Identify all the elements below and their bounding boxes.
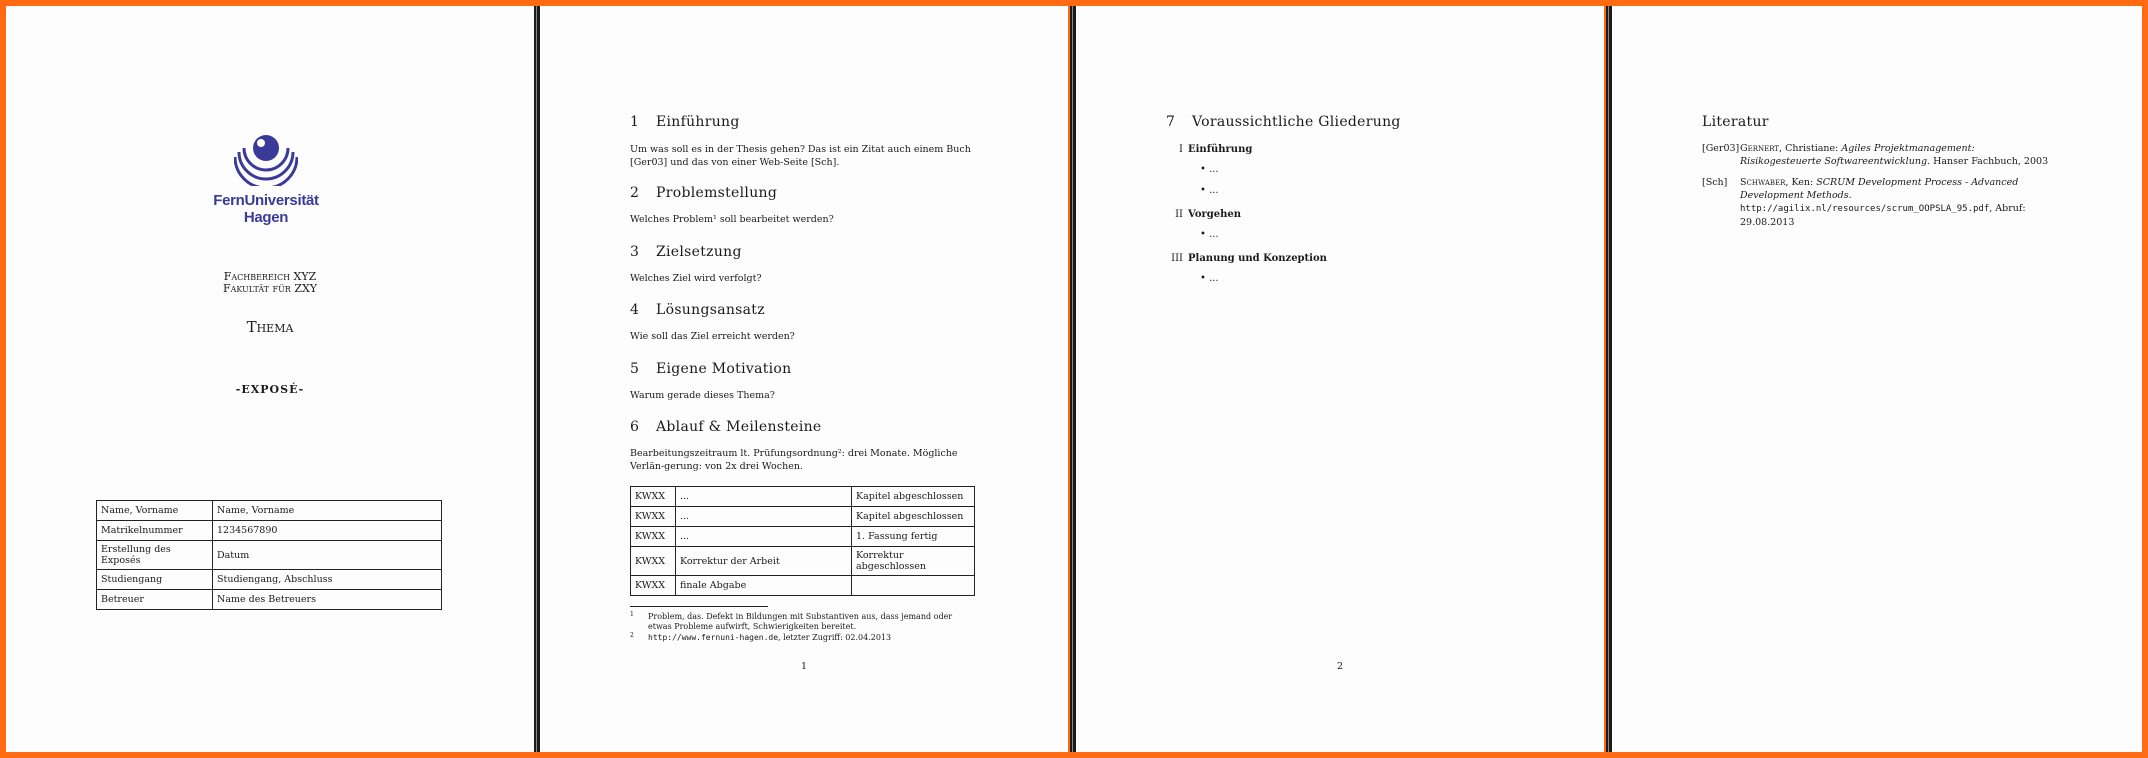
bib-entry: [Sch] Schwaber, Ken: SCRUM Development Process - Advanced Development Methods. http://agilix.nl/resources/scrum_OOPSLA_95.pdf, Abruf: 29.08.2013 xyxy=(1702,177,2026,228)
schedule-cell: KWXX xyxy=(631,507,676,527)
title-page xyxy=(6,6,534,752)
info-row xyxy=(97,541,442,570)
info-value: 1234567890 xyxy=(213,521,442,541)
info-row xyxy=(97,521,442,541)
bib-url[interactable]: http://agilix.nl/resources/scrum_OOPSLA_95.pdf xyxy=(1740,204,1990,214)
bib-entry: [Ger03] Gernert, Christiane: Agiles Projektmanagement: Risikogesteuerte Softwareentwicklung. Hanser Fachbuch, 2003 xyxy=(1702,143,2049,167)
faculty: Fakultät für ZXY xyxy=(222,282,318,295)
schedule-cell: KWXX xyxy=(631,576,676,596)
topic-title: Thema xyxy=(246,318,294,336)
section-text: Welches Ziel wird verfolgt? xyxy=(630,273,762,284)
footnote-1: 1 Problem, das. Defekt in Bildungen mit Substantiven aus, dass jemand oder etwas Probleme aufwirft, Schwierigkeiten bereitet. xyxy=(630,611,953,631)
info-row xyxy=(97,590,442,610)
info-label: Studiengang xyxy=(97,570,213,590)
schedule-cell: Korrektur abgeschlossen xyxy=(852,547,975,576)
section-text: Um was soll es in der Thesis gehen? Das ist ein Zitat auch einem Buch [Ger03] und das von einer Web-Seite [Sch]. xyxy=(630,144,971,168)
fernuni-logo-icon xyxy=(234,128,298,186)
info-value: Name, Vorname xyxy=(213,501,442,521)
outline-bullet: • ... xyxy=(1200,229,1219,240)
section-text: Welches Problem¹ soll bearbeitet werden? xyxy=(630,214,834,225)
schedule-row xyxy=(631,576,975,596)
outline-part: II Vorgehen xyxy=(1175,209,1242,220)
section-text: Bearbeitungszeitraum lt. Prüfungsordnung²: drei Monate. Mögliche Verlän-gerung: von 2x drei Wochen. xyxy=(630,448,958,472)
bullet-icon: • xyxy=(1200,164,1210,175)
student-info-table xyxy=(96,500,442,610)
section-heading: 1 Einführung xyxy=(630,114,740,130)
footnote-rule xyxy=(630,606,768,607)
content-page-2 xyxy=(1076,6,1604,752)
bibliography-page xyxy=(1612,6,2142,752)
section-heading: 4 Lösungsansatz xyxy=(630,302,765,318)
page-number: 2 xyxy=(1336,661,1344,672)
info-row xyxy=(97,501,442,521)
section-heading: 2 Problemstellung xyxy=(630,185,778,201)
section-heading: 7 Voraussichtliche Gliederung xyxy=(1166,114,1401,130)
schedule-cell xyxy=(852,576,975,596)
section-heading: 5 Eigene Motivation xyxy=(630,361,792,377)
section-heading: 3 Zielsetzung xyxy=(630,244,742,260)
outline-bullet: • ... xyxy=(1200,185,1219,196)
info-row xyxy=(97,570,442,590)
schedule-cell: ... xyxy=(676,487,852,507)
section-heading: 6 Ablauf & Meilensteine xyxy=(630,419,822,435)
info-label: Erstellung des Exposés xyxy=(97,541,213,570)
info-value: Name des Betreuers xyxy=(213,590,442,610)
info-value: Datum xyxy=(213,541,442,570)
schedule-row xyxy=(631,547,975,576)
footnote-url[interactable]: http://www.fernuni-hagen.de xyxy=(648,633,779,642)
schedule-row xyxy=(631,527,975,547)
info-label: Betreuer xyxy=(97,590,213,610)
schedule-cell: KWXX xyxy=(631,527,676,547)
schedule-row xyxy=(631,487,975,507)
university-logo xyxy=(196,128,336,226)
outline-bullet: • ... xyxy=(1200,164,1219,175)
schedule-cell: KWXX xyxy=(631,487,676,507)
schedule-cell: ... xyxy=(676,527,852,547)
outline-bullet: • ... xyxy=(1200,273,1219,284)
info-label: Matrikelnummer xyxy=(97,521,213,541)
content-page-1 xyxy=(540,6,1068,752)
schedule-cell: 1. Fassung fertig xyxy=(852,527,975,547)
schedule-cell: KWXX xyxy=(631,547,676,576)
bullet-icon: • xyxy=(1200,273,1210,284)
schedule-cell: Kapitel abgeschlossen xyxy=(852,487,975,507)
schedule-cell: finale Abgabe xyxy=(676,576,852,596)
department: Fachbereich XYZ xyxy=(223,270,317,283)
schedule-row xyxy=(631,507,975,527)
info-label: Name, Vorname xyxy=(97,501,213,521)
section-text: Warum gerade dieses Thema? xyxy=(630,390,775,401)
schedule-cell: Kapitel abgeschlossen xyxy=(852,507,975,527)
bibliography-heading: Literatur xyxy=(1702,114,1769,130)
bullet-icon: • xyxy=(1200,229,1210,240)
outline-part: III Planung und Konzeption xyxy=(1171,253,1327,264)
footnote-2: 2 http://www.fernuni-hagen.de, letzter Zugriff: 02.04.2013 xyxy=(630,632,892,642)
logo-text: FernUniversität Hagen xyxy=(213,192,319,226)
schedule-cell: ... xyxy=(676,507,852,527)
schedule-table xyxy=(630,486,975,596)
schedule-cell: Korrektur der Arbeit xyxy=(676,547,852,576)
bullet-icon: • xyxy=(1200,185,1210,196)
page-number: 1 xyxy=(800,661,808,672)
outline-part: I Einführung xyxy=(1179,144,1253,155)
info-value: Studiengang, Abschluss xyxy=(213,570,442,590)
doc-type: -EXPOSÉ- xyxy=(235,383,305,396)
section-text: Wie soll das Ziel erreicht werden? xyxy=(630,331,795,342)
